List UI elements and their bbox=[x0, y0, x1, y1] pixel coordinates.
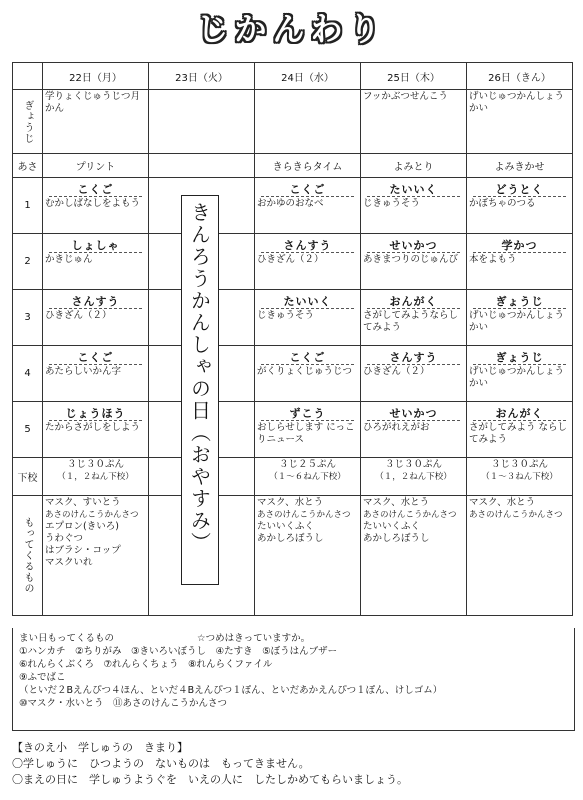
asa-cell bbox=[149, 154, 255, 178]
motte-item: エプロン(きいろ) bbox=[45, 521, 119, 532]
day-header: 24日（水） bbox=[255, 63, 361, 90]
subject: こくご bbox=[261, 351, 354, 365]
lesson-content: げいじゅつかんしょうかい bbox=[469, 366, 565, 389]
notes-line: （といだ２Bえんぴつ４ほん、といだ４Bえんぴつ１ぽん、といだあかえんぴつ１ぽん、けしゴム） bbox=[19, 685, 443, 696]
gyouji-cell: げいじゅつかんしょうかい bbox=[469, 91, 565, 114]
gekou-note: （１〜６ねん下校） bbox=[269, 472, 346, 482]
subject: じょうほう bbox=[49, 407, 142, 421]
lesson-content: じきゅうそう bbox=[257, 310, 315, 321]
asa-cell: よみとり bbox=[361, 154, 467, 178]
lesson-cell bbox=[361, 234, 467, 290]
header-row bbox=[13, 63, 573, 90]
schedule-table bbox=[12, 62, 573, 616]
motte-item: あさのけんこうかんさつ bbox=[469, 510, 563, 520]
day-header: 23日（火） bbox=[149, 63, 255, 90]
gekou-note: （１，２ねん下校） bbox=[375, 472, 452, 482]
motte-item: マスク、水とう bbox=[257, 497, 324, 508]
lesson-content: げいじゅつかんしょうかい bbox=[469, 310, 565, 333]
row-label-gyouji bbox=[13, 90, 43, 154]
lesson-cell bbox=[255, 290, 361, 346]
period-label: 5 bbox=[13, 402, 43, 458]
lesson-content: おしらせします にっこりニュース bbox=[257, 422, 355, 445]
subject: おんがく bbox=[367, 295, 460, 309]
gekou-time: ３じ３０ぷん bbox=[66, 459, 124, 470]
motte-item: あかしろぼうし bbox=[257, 533, 324, 544]
rule-item: 〇学しゅうに ひつようの ないものは もってきません。 bbox=[12, 757, 310, 770]
motte-item: マスク、水とう bbox=[363, 497, 430, 508]
row-label-gekou: 下校 bbox=[13, 458, 43, 496]
motte-label: もってくるもの bbox=[22, 517, 33, 594]
lesson-content: ひろがれえがお bbox=[363, 422, 430, 433]
lesson-content: さがしてみようならしてみよう bbox=[363, 310, 459, 333]
period-label: 3 bbox=[13, 290, 43, 346]
gekou-time: ３じ３０ぷん bbox=[490, 459, 548, 470]
lesson-cell bbox=[467, 234, 573, 290]
period-label: 1 bbox=[13, 178, 43, 234]
motte-item: マスクいれ bbox=[45, 557, 93, 568]
subject: どうとく bbox=[473, 183, 566, 197]
notes-heading-row bbox=[19, 632, 568, 645]
lesson-content: ひきざん（２） bbox=[45, 310, 112, 321]
motte-item: うわぐつ bbox=[45, 533, 84, 544]
subject: せいかつ bbox=[367, 239, 460, 253]
period-row-1 bbox=[13, 178, 573, 234]
lesson-cell bbox=[43, 346, 149, 402]
lesson-content: あきまつりのじゅんび bbox=[363, 254, 459, 265]
lesson-cell bbox=[467, 346, 573, 402]
gyouji-label: ぎょうじ bbox=[22, 99, 33, 144]
lesson-cell bbox=[255, 178, 361, 234]
motte-item: あかしろぼうし bbox=[363, 533, 430, 544]
lesson-cell bbox=[361, 178, 467, 234]
rules-heading: 【きのえ小 学しゅうの きまり】 bbox=[12, 741, 188, 754]
lesson-cell bbox=[255, 346, 361, 402]
lesson-content: たからさがしをしよう bbox=[45, 422, 141, 433]
subject: たいいく bbox=[261, 295, 354, 309]
lesson-content: さがしてみよう ならしてみよう bbox=[469, 422, 568, 445]
motte-item: たいいくふく bbox=[363, 521, 421, 532]
notes-line: ⑨ふでばこ bbox=[19, 672, 66, 683]
corner-cell bbox=[13, 63, 43, 90]
period-row-5 bbox=[13, 402, 573, 458]
subject: おんがく bbox=[473, 407, 566, 421]
lesson-cell bbox=[255, 402, 361, 458]
gekou-cell bbox=[255, 458, 361, 496]
subject: たいいく bbox=[367, 183, 460, 197]
gekou-time: ３じ２５ぷん bbox=[278, 459, 336, 470]
gyouji-cell: 学りょくじゅうじつ月かん bbox=[45, 91, 141, 114]
subject: こくご bbox=[49, 183, 142, 197]
lesson-cell bbox=[467, 178, 573, 234]
asa-cell: きらきらタイム bbox=[255, 154, 361, 178]
notes-line: ⑥れんらくぶくろ ⑦れんらくちょう ⑧れんらくファイル bbox=[19, 659, 273, 670]
holiday-banner bbox=[181, 195, 219, 585]
gekou-row bbox=[13, 458, 573, 496]
day-header: 26日（きん） bbox=[467, 63, 573, 90]
lesson-content: ひきざん（２） bbox=[257, 254, 324, 265]
gekou-time: ３じ３０ぷん bbox=[384, 459, 442, 470]
lesson-content: 本をよもう bbox=[469, 254, 517, 265]
motte-cell bbox=[361, 496, 467, 616]
lesson-cell bbox=[467, 402, 573, 458]
nails-note: ☆つめはきっていますか。 bbox=[197, 633, 311, 644]
lesson-cell bbox=[43, 234, 149, 290]
lesson-cell bbox=[361, 346, 467, 402]
day-header: 22日（月） bbox=[43, 63, 149, 90]
subject: さんすう bbox=[49, 295, 142, 309]
gekou-cell bbox=[467, 458, 573, 496]
notes-heading: まい日もってくるもの bbox=[19, 633, 115, 644]
subject: ぎょうじ bbox=[473, 351, 566, 365]
gyouji-cell: フッかぶつせんこう bbox=[363, 91, 448, 102]
lesson-cell bbox=[361, 402, 467, 458]
gekou-note: （１〜３ねん下校） bbox=[481, 472, 558, 482]
period-row-2 bbox=[13, 234, 573, 290]
motte-row bbox=[13, 496, 573, 616]
lesson-cell bbox=[467, 290, 573, 346]
day-header: 25日（木） bbox=[361, 63, 467, 90]
asa-cell: プリント bbox=[43, 154, 149, 178]
lesson-content: かきじゅん bbox=[45, 254, 93, 265]
study-rules bbox=[12, 740, 572, 788]
asa-row bbox=[13, 154, 573, 178]
gekou-note: （１，２ねん下校） bbox=[57, 472, 134, 482]
page-title: じかんわり bbox=[196, 10, 387, 48]
lesson-content: ひきざん（２） bbox=[363, 366, 430, 377]
motte-item: あさのけんこうかんさつ bbox=[363, 510, 457, 520]
row-label-motte bbox=[13, 496, 43, 616]
motte-cell bbox=[467, 496, 573, 616]
lesson-content: がくりょくじゅうじつ bbox=[257, 366, 353, 377]
subject: 学かつ bbox=[473, 239, 566, 253]
row-label-asa: あさ bbox=[13, 154, 43, 178]
motte-item: あさのけんこうかんさつ bbox=[257, 510, 351, 520]
lesson-cell bbox=[361, 290, 467, 346]
lesson-content: おかゆのおなべ bbox=[257, 198, 324, 209]
motte-item: あさのけんこうかんさつ bbox=[45, 510, 139, 520]
motte-item: はブラシ・コップ bbox=[45, 545, 121, 556]
subject: さんすう bbox=[367, 351, 460, 365]
lesson-cell bbox=[43, 402, 149, 458]
motte-cell bbox=[43, 496, 149, 616]
subject: ぎょうじ bbox=[473, 295, 566, 309]
rule-item: 〇まえの日に 学しゅうようぐを いえの人に したしかめてもらいましょう。 bbox=[12, 773, 408, 786]
holiday-label: きんろうかんしゃの日（おやすみ） bbox=[187, 202, 212, 554]
lesson-content: じきゅうそう bbox=[363, 198, 421, 209]
lesson-content: むかしばなしをよもう bbox=[45, 198, 141, 209]
notes-line: ①ハンカチ ②ちりがみ ③きいろいぼうし ④たすき ⑤ぼうはんブザー bbox=[19, 646, 338, 657]
lesson-cell bbox=[43, 178, 149, 234]
motte-item: たいいくふく bbox=[257, 521, 315, 532]
gekou-cell bbox=[361, 458, 467, 496]
lesson-cell bbox=[43, 290, 149, 346]
subject: しょしゃ bbox=[49, 239, 142, 253]
subject: さんすう bbox=[261, 239, 354, 253]
motte-cell bbox=[255, 496, 361, 616]
period-row-4 bbox=[13, 346, 573, 402]
subject: こくご bbox=[49, 351, 142, 365]
subject: せいかつ bbox=[367, 407, 460, 421]
gyouji-row bbox=[13, 90, 573, 154]
motte-item: マスク、水とう bbox=[469, 497, 536, 508]
subject: ずこう bbox=[261, 407, 354, 421]
notes-line: ⑩マスク・水いとう ⑪あさのけんこうかんさつ bbox=[19, 698, 228, 709]
period-label: 4 bbox=[13, 346, 43, 402]
subject: こくご bbox=[261, 183, 354, 197]
period-row-3 bbox=[13, 290, 573, 346]
motte-item: マスク、すいとう bbox=[45, 497, 121, 508]
lesson-content: あたらしいかん字 bbox=[45, 366, 122, 377]
gekou-cell bbox=[43, 458, 149, 496]
period-label: 2 bbox=[13, 234, 43, 290]
daily-items-box bbox=[12, 628, 575, 731]
lesson-content: かぼちゃのつる bbox=[469, 198, 536, 209]
asa-cell: よみきかせ bbox=[467, 154, 573, 178]
lesson-cell bbox=[255, 234, 361, 290]
